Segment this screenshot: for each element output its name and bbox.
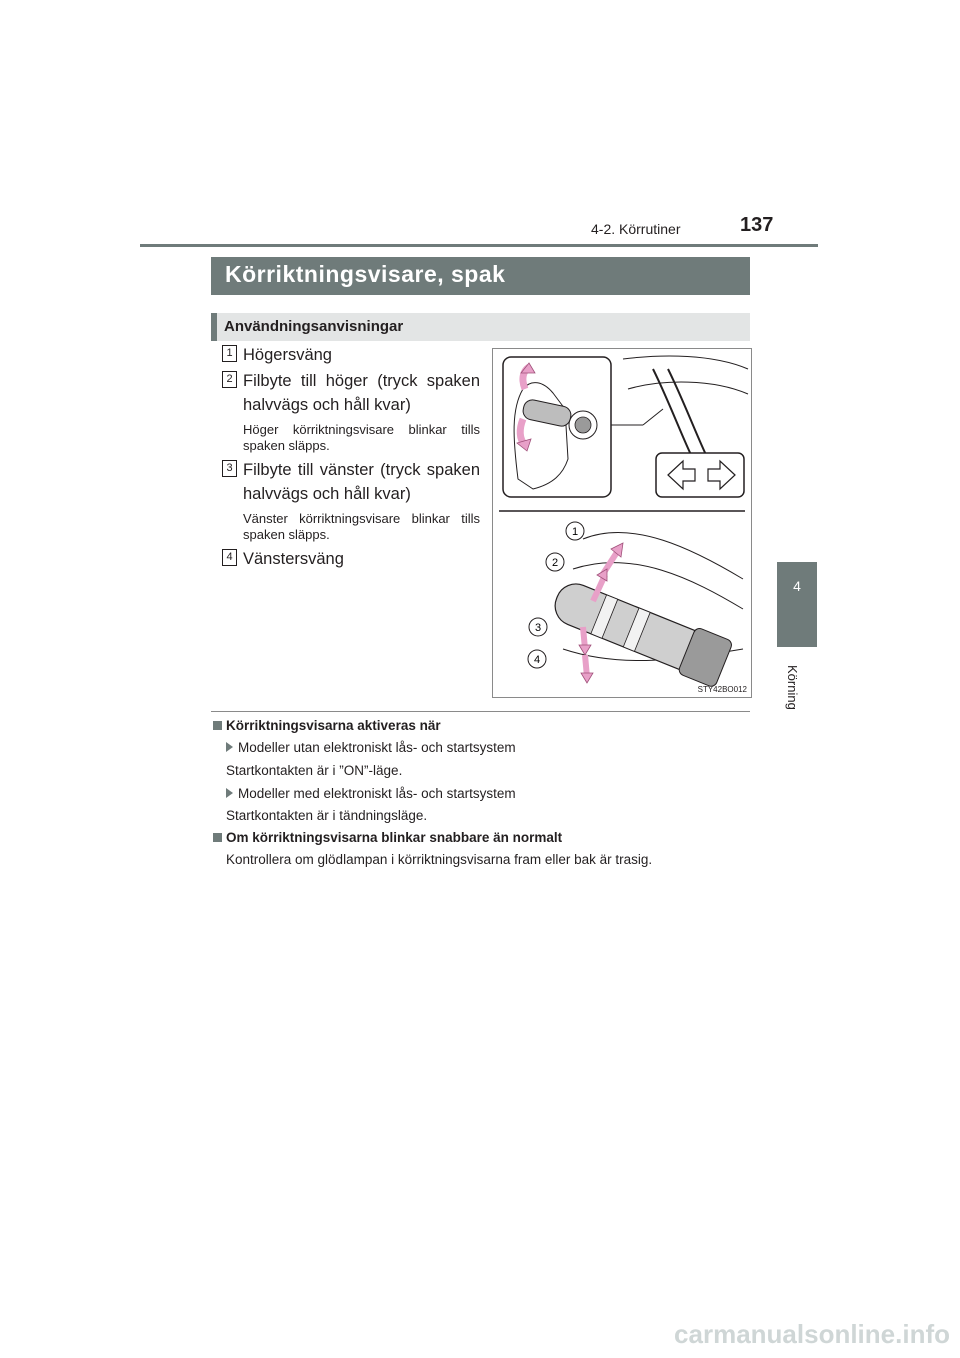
callout-4: 4	[533, 654, 541, 666]
lever-diagram-svg	[493, 349, 751, 697]
step-number-2: 2	[222, 371, 237, 388]
step-3-text: Filbyte till vänster (tryck spaken halvvägs och håll kvar)	[243, 461, 480, 503]
page-number: 137	[740, 214, 774, 236]
section-2-heading-text: Om körriktningsvisarna blinkar snabbare än normalt	[226, 830, 563, 845]
chapter-tab	[777, 562, 817, 647]
step-number-3: 3	[222, 460, 237, 477]
section-1-text-1: Startkontakten är i ”ON”-läge.	[226, 763, 403, 778]
subheading: Användningsanvisningar	[224, 318, 404, 335]
chapter-number: 4	[793, 578, 801, 594]
section-1-heading-text: Körriktningsvisarna aktiveras när	[226, 718, 441, 733]
bullet-2-text: Modeller med elektroniskt lås- och startsystem	[238, 786, 516, 801]
section-breadcrumb: 4-2. Körrutiner	[591, 221, 681, 237]
step-number-4: 4	[222, 549, 237, 566]
step-1-text: Högersväng	[243, 346, 332, 364]
callout-2: 2	[551, 557, 559, 569]
square-bullet-icon	[213, 721, 222, 730]
triangle-bullet-icon	[226, 788, 233, 798]
step-4-text: Vänstersväng	[243, 550, 344, 568]
page-title: Körriktningsvisare, spak	[225, 261, 506, 287]
subheading-accent	[211, 313, 217, 341]
square-bullet-icon	[213, 833, 222, 842]
step-3-note: Vänster körriktningsvisare blinkar tills spaken släpps.	[243, 511, 480, 542]
step-number-1: 1	[222, 345, 237, 362]
section-1-heading	[213, 718, 441, 733]
section-1-bullet-2	[226, 786, 516, 801]
section-divider	[211, 711, 750, 712]
step-2-note: Höger körriktningsvisare blinkar tills spaken släpps.	[243, 422, 480, 453]
section-1-bullet-1	[226, 740, 516, 755]
step-2-text: Filbyte till höger (tryck spaken halvvägs och håll kvar)	[243, 372, 480, 414]
chapter-label: Körning	[785, 665, 800, 710]
watermark: carmanualsonline.info	[674, 1319, 950, 1349]
section-2-text: Kontrollera om glödlampan i körriktningsvisarna fram eller bak är trasig.	[226, 852, 653, 867]
turn-signal-lever-illustration	[492, 348, 752, 698]
triangle-bullet-icon	[226, 742, 233, 752]
section-1-text-2: Startkontakten är i tändningsläge.	[226, 808, 428, 823]
callout-1: 1	[571, 526, 579, 538]
figure-code: STY42BO012	[697, 685, 747, 694]
callout-3: 3	[534, 622, 542, 634]
header-divider	[140, 244, 818, 247]
bullet-1-text: Modeller utan elektroniskt lås- och startsystem	[238, 740, 516, 755]
section-2-heading	[213, 830, 562, 845]
